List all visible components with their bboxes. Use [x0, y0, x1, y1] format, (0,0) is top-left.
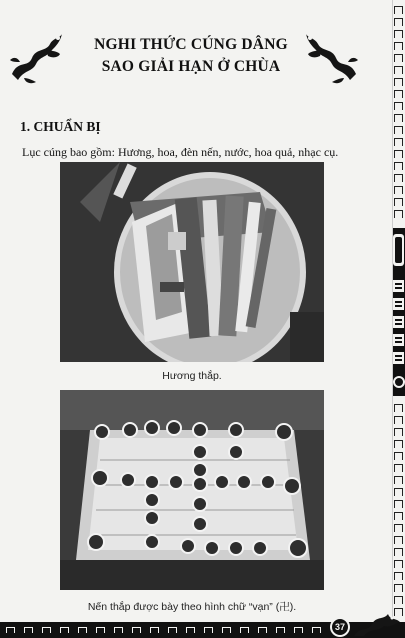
dragon-ornament-right	[300, 30, 362, 88]
lotus-icon	[393, 376, 405, 388]
incense-photo	[60, 162, 324, 362]
dragon-ornament-left	[6, 30, 68, 88]
section-heading: 1. CHUẨN BỊ	[20, 119, 101, 134]
figure-1-caption: Hương thắp.	[162, 370, 222, 382]
title-line-2: SAO GIẢI HẠN Ở CHÙA	[101, 58, 281, 75]
corner-dragon-ornament	[352, 612, 402, 638]
title-line-1: NGHI THỨC CÚNG DÂNG	[94, 36, 288, 53]
page-title	[82, 34, 300, 78]
figure-2-caption: Nến thắp được bày theo hình chữ “vạn” (卍).	[87, 601, 297, 613]
page-number: 37	[330, 617, 350, 637]
intro-paragraph: Lục cúng bao gồm: Hương, hoa, đèn nến, nước, hoa quả, nhạc cụ.	[22, 145, 339, 159]
side-tab-emblem	[392, 232, 405, 268]
candles-photo	[60, 390, 324, 590]
side-tab-lettering	[392, 278, 405, 374]
